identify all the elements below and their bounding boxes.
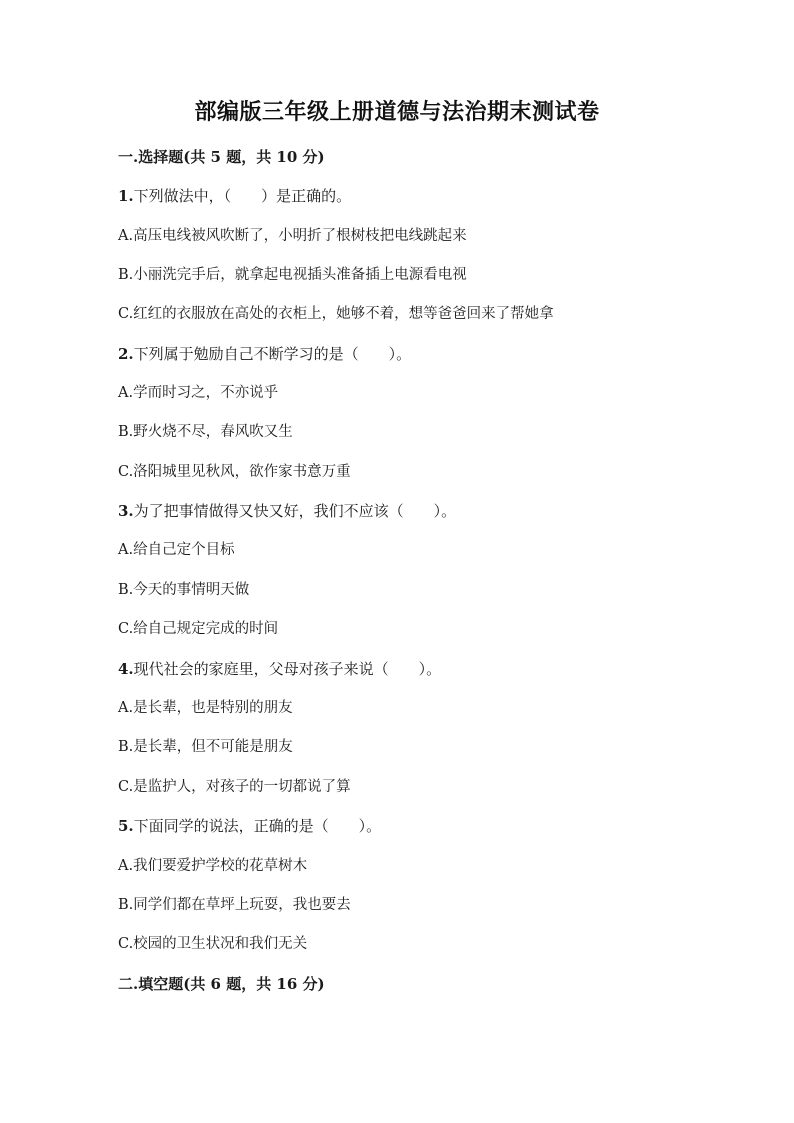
question-4 — [118, 659, 441, 679]
question-number: 2. — [118, 345, 134, 363]
question-4-option-b: B.是长辈，但不可能是朋友 — [118, 739, 293, 755]
question-text: 下列属于勉励自己不断学习的是（ ）。 — [133, 345, 412, 363]
question-3-option-a: A.给自己定个目标 — [118, 542, 235, 558]
question-2 — [118, 344, 411, 364]
question-5-option-a: A.我们要爱护学校的花草树木 — [118, 858, 308, 874]
question-4-option-a: A.是长辈，也是特别的朋友 — [118, 700, 293, 716]
question-3-option-b: B.今天的事情明天做 — [118, 582, 250, 598]
question-number: 4. — [118, 660, 134, 678]
page-title: 部编版三年级上册道德与法治期末测试卷 — [194, 99, 600, 125]
question-2-option-b: B.野火烧不尽，春风吹又生 — [118, 424, 293, 440]
question-text: 为了把事情做得又快又好，我们不应该（ ）。 — [133, 502, 457, 520]
question-2-option-a: A.学而时习之，不亦说乎 — [118, 385, 279, 401]
question-1-option-a: A.高压电线被风吹断了，小明折了根树枝把电线跳起来 — [118, 228, 467, 244]
section-heading-fill-in: 二.填空题(共 6 题，共 16 分) — [118, 975, 325, 993]
question-5-option-b: B.同学们都在草坪上玩耍，我也要去 — [118, 897, 351, 913]
question-5 — [118, 816, 381, 836]
question-text: 下面同学的说法，正确的是（ ）。 — [133, 817, 382, 835]
question-3-option-c: C.给自己规定完成的时间 — [118, 621, 279, 637]
question-1-option-b: B.小丽洗完手后，就拿起电视插头准备插上电源看电视 — [118, 267, 467, 283]
question-1-option-c: C.红红的衣服放在高处的衣柜上，她够不着，想等爸爸回来了帮她拿 — [118, 306, 554, 322]
section-heading-choice: 一.选择题(共 5 题，共 10 分) — [118, 148, 325, 166]
question-3 — [118, 501, 456, 521]
question-number: 5. — [118, 817, 134, 835]
question-number: 1. — [118, 187, 134, 205]
question-text: 现代社会的家庭里，父母对孩子来说（ ）。 — [133, 660, 442, 678]
question-2-option-c: C.洛阳城里见秋风，欲作家书意万重 — [118, 464, 351, 480]
question-1 — [118, 186, 351, 206]
question-5-option-c: C.校园的卫生状况和我们无关 — [118, 936, 308, 952]
question-text: 下列做法中，（ ）是正确的。 — [133, 187, 352, 205]
question-number: 3. — [118, 502, 134, 520]
question-4-option-c: C.是监护人，对孩子的一切都说了算 — [118, 779, 351, 795]
